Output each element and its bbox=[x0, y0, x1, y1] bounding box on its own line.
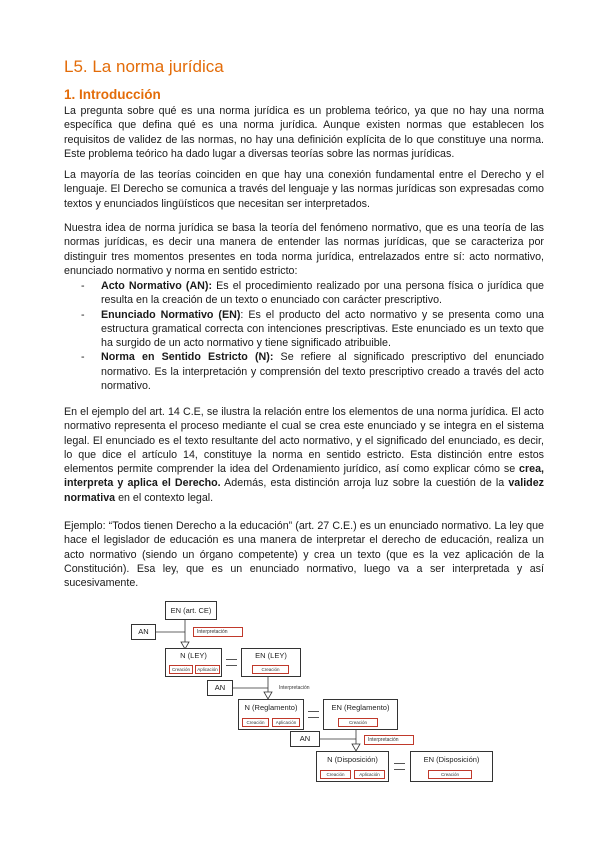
item-text: : Es el producto del acto normativo y se presenta como una estructura gramatical correcta con intenciones prescriptivas. Este enunciado es un texto que ha surgido de un acto normativo y tiene significado atribuible. bbox=[101, 308, 544, 350]
item-term: Norma en Sentido Estricto (N): bbox=[101, 351, 274, 364]
interpretacion-tag: Interpretación bbox=[275, 683, 325, 693]
creacion-tag: Creación bbox=[428, 770, 472, 779]
en-ce-box: EN (art. CE) bbox=[165, 601, 217, 620]
list-dash: - bbox=[81, 280, 85, 292]
en-disposicion-label: EN (Disposición) bbox=[423, 755, 480, 764]
n-reglamento-box bbox=[238, 699, 304, 730]
aplicacion-tag: Aplicación bbox=[272, 718, 300, 727]
n-disposicion-label: N (Disposición) bbox=[327, 755, 378, 764]
p4-text: En el ejemplo del art. 14 C.E, se ilustra la relación entre los elementos de una norma jurídica. El acto normativo representa el proceso mediante el cual se crea este enunciado y se integra en el sistema legal. El enunciado es el texto resultante del acto normativo, y el significado del enunciado, es decir, lo que dice el artículo 14, constituye la norma en sentido estricto. Esta distinción entre estos elementos permite comprender la idea del Ordenamiento jurídico, así como explicar cómo se bbox=[64, 406, 544, 476]
paragraph-2: La mayoría de las teorías coinciden en que hay una conexión fundamental entre el Derecho y el lenguaje. El Derecho se comunica a través del lenguaje y las normas jurídicas son expresadas como textos y enunciados lingüísticos que necesitan ser interpretados. bbox=[64, 169, 544, 210]
an-box: AN bbox=[290, 731, 320, 747]
creacion-tag: Creación bbox=[320, 770, 351, 779]
item-term: Enunciado Normativo (EN) bbox=[101, 308, 241, 321]
interpretacion-tag: Interpretación bbox=[364, 735, 414, 745]
en-ley-box bbox=[241, 648, 301, 677]
aplicacion-tag: Aplicación bbox=[354, 770, 385, 779]
paragraph-1: La pregunta sobre qué es una norma jurídica es un problema teórico, ya que no hay una norma específica que defina qué es una norma jurídica. Aunque existen normas que establecen los requisitos de validez de las normas, no hay una definición explícita de lo que constituye una norma. Este problema teórico ha dado lugar a diversas teorías sobre las normas jurídicas. bbox=[64, 105, 544, 160]
item-text: Es el procedimiento realizado por una persona física o jurídica que resulta en la creación de un texto o enunciado con carácter prescriptivo. bbox=[101, 280, 545, 307]
section-heading: 1. Introducción bbox=[64, 87, 161, 102]
paragraph-5: Ejemplo: “Todos tienen Derecho a la educación” (art. 27 C.E.) es un enunciado normativo. La ley que hace el legislador de educación es una manera de interpretar el derecho de educación, realiza un acto normativo (siendo un órgano competente) y crea un texto (que es la vez aplicación de la Constitución). Esa ley, que es un enunciado normativo, luego va a ser interpretada y así sucesivamente. bbox=[64, 520, 544, 590]
creacion-tag: Creación bbox=[338, 718, 378, 727]
n-disposicion-box bbox=[316, 751, 389, 782]
n-ley-box bbox=[165, 648, 222, 677]
an-box: AN bbox=[131, 624, 156, 640]
arrow-head bbox=[264, 692, 272, 699]
aplicacion-tag: Aplicación bbox=[195, 665, 220, 674]
n-ley-label: N (LEY) bbox=[180, 651, 207, 660]
p4-text: Además, esta distinción arroja luz sobre la cuestión de la bbox=[220, 477, 509, 490]
en-reglamento-label: EN (Reglamento) bbox=[331, 703, 390, 712]
an-box: AN bbox=[207, 680, 233, 696]
p4-text: en el contexto legal. bbox=[115, 491, 214, 504]
item-text: Se refiere al significado prescriptivo del enunciado normativo. Es la interpretación y comprensión del texto prescriptivo creado a través del acto normativo. bbox=[101, 351, 545, 393]
en-disposicion-box bbox=[410, 751, 493, 782]
creacion-tag: Creación bbox=[242, 718, 269, 727]
creacion-tag: Creación bbox=[169, 665, 193, 674]
n-reglamento-label: N (Reglamento) bbox=[244, 703, 298, 712]
en-ley-label: EN (LEY) bbox=[255, 651, 287, 660]
item-term: Acto Normativo (AN): bbox=[101, 280, 213, 292]
arrow-head bbox=[352, 744, 360, 751]
list-dash: - bbox=[81, 351, 85, 364]
interpretacion-tag: Interpretación bbox=[193, 627, 243, 637]
equivalence-sign bbox=[394, 763, 405, 770]
p4-bold: crea, interpreta y aplica el Derecho. bbox=[64, 463, 544, 490]
p4-bold: validez normativa bbox=[64, 477, 544, 504]
creacion-tag: Creación bbox=[252, 665, 289, 674]
paragraph-3: Nuestra idea de norma jurídica se basa la teoría del fenómeno normativo, que es una teoría de las normas jurídicas, es decir una manera de entender las normas jurídicas, que se caracteriza por distinguir tres momentos presentes en toda norma jurídica, entrelazados entre sí: acto normativo, enunciado normativo y norma en sentido estricto: bbox=[64, 222, 544, 277]
equivalence-sign bbox=[308, 711, 319, 718]
en-reglamento-box bbox=[323, 699, 398, 730]
equivalence-sign bbox=[226, 659, 237, 666]
page-title: L5. La norma jurídica bbox=[64, 57, 224, 76]
list-dash: - bbox=[81, 308, 85, 321]
